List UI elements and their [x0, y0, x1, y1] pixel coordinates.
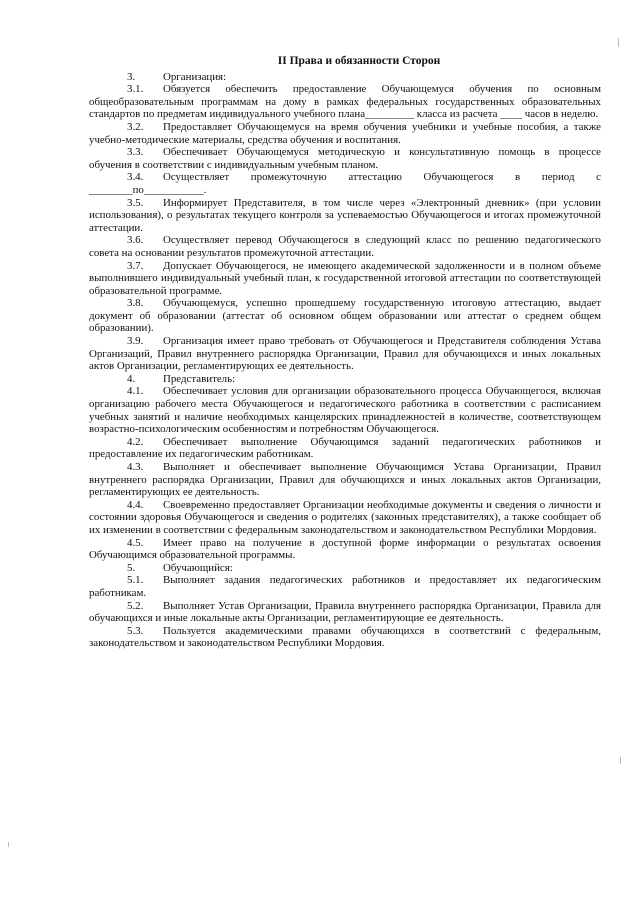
clause-text: Обучающемуся, успешно прошедшему государственную итоговую аттестацию, выдает документ об образовании (аттестат об основном общем образовании или аттестат о среднем общем образовании).: [89, 297, 601, 335]
clause-5-1: [89, 574, 601, 599]
clause-number: 4.: [127, 372, 136, 385]
clause-number: 3.7.: [127, 259, 144, 272]
clause-text: Своевременно предоставляет Организации необходимые документы и сведения о личности и состоянии здоровья Обучающегося и сведения о родителях (законных представителях), а также сообщает об их изменении в соответствии с федеральным законодательством и законодательством Республики Мордовия.: [89, 498, 601, 536]
clause-3-1: [89, 83, 601, 121]
clause-text: Допускает Обучающегося, не имеющего академической задолженности и в полном объеме выполнившего индивидуальный учебный план, к государственной итоговой аттестации по соответствующей образовательной программе.: [89, 259, 601, 297]
clause-4-4: [89, 499, 601, 537]
clause-text: Обязуется обеспечить предоставление Обучающемуся обучения по основным общеобразовательным программам на дому в рамках федеральных государственных образовательных стандартов по предметам индивидуального учебного плана_________ класса из расчета ____ часов в неделю.: [89, 83, 601, 121]
clause-number: 4.3.: [127, 461, 144, 473]
clause-3-3: [89, 146, 601, 171]
clause-number: 4.5.: [127, 536, 144, 549]
clause-number: 5.: [127, 561, 136, 574]
clause-3-5: [89, 197, 601, 235]
clause-number: 3.3.: [127, 146, 144, 159]
clause-3-4: [89, 171, 601, 196]
clause-text: Пользуется академическими правами обучающихся в соответствий с федеральным, законодательством и законодательством Республики Мордовия.: [89, 624, 601, 650]
clause-text: Осуществляет промежуточную аттестацию Обучающегося в период с ________по___________.: [89, 171, 601, 196]
clause-text: Представитель:: [163, 372, 236, 385]
section-title: II Права и обязанности Сторон: [277, 55, 441, 67]
clause-3: [89, 71, 601, 84]
clause-text: Обучающийся:: [163, 561, 233, 574]
clause-3-2: [89, 121, 601, 146]
clause-number: 3.5.: [127, 196, 144, 209]
clause-4-5: [89, 537, 601, 562]
clause-list: [89, 71, 601, 650]
clause-number: 5.1.: [127, 574, 144, 587]
clause-number: 4.4.: [127, 498, 144, 511]
clause-number: 5.3.: [127, 624, 144, 637]
clause-text: Выполняет задания педагогических работников и предоставляет их педагогическим работникам.: [89, 574, 601, 599]
clause-3-9: [89, 335, 601, 373]
clause-number: 5.2.: [127, 599, 144, 612]
scan-artifact: [8, 842, 9, 847]
clause-text: Обеспечивает выполнение Обучающимся заданий педагогических работников и предоставление их педагогическим работникам.: [89, 435, 601, 461]
clause-number: 3.4.: [127, 171, 144, 184]
clause-number: 3.2.: [127, 120, 144, 133]
clause-number: 3.: [127, 70, 136, 83]
clause-text: Организация:: [163, 70, 227, 83]
clause-3-6: [89, 234, 601, 259]
clause-4-2: [89, 436, 601, 461]
clause-number: 3.1.: [127, 83, 144, 96]
clause-5-2: [89, 600, 601, 625]
clause-4-1: [89, 385, 601, 435]
clause-text: Предоставляет Обучающемуся на время обучения учебники и учебные пособия, а также учебно-методические материалы, средства обучения и воспитания.: [89, 120, 601, 146]
clause-text: Информирует Представителя, в том числе через «Электронный дневник» (при условии использования), о результатах текущего контроля за успеваемостью Обучающегося и итогах промежуточной аттестации.: [89, 196, 601, 234]
clause-3-8: [89, 297, 601, 335]
clause-3-7: [89, 260, 601, 298]
clause-text: Обеспечивает условия для организации образовательного процесса Обучающегося, включая организацию рабочего места Обучающегося и педагогического работника в соответствии с расписанием учебных занятий и наличие необходимых канцелярских принадлежностей в количестве, соответствующем возрастно-психологическим особенностям и потребностям Обучающегося.: [89, 385, 601, 436]
scan-artifact: [618, 38, 619, 47]
clause-number: 4.2.: [127, 435, 144, 448]
clause-4: [89, 373, 601, 386]
clause-number: 4.1.: [127, 385, 144, 398]
clause-text: Выполняет Устав Организации, Правила внутреннего распорядка Организации, Правила для обучающихся и иные локальные акты Организации, регламентирующие ее деятельность.: [89, 599, 601, 625]
clause-number: 3.6.: [127, 234, 144, 247]
clause-5-3: [89, 625, 601, 650]
clause-text: Осуществляет перевод Обучающегося в следующий класс по решению педагогического совета на основании результатов промежуточной аттестации.: [89, 234, 601, 259]
scan-artifact: [620, 757, 621, 764]
clause-text: Имеет право на получение в доступной форме информации о результатах освоения Обучающимся образовательной программы.: [89, 536, 601, 562]
clause-text: Выполняет и обеспечивает выполнение Обучающимся Устава Организации, Правил внутреннего распорядка Организации, Правил для обучающихся и иных локальных актов Организации, регламентирующих ее деятельность.: [89, 461, 601, 499]
clause-5: [89, 562, 601, 575]
clause-number: 3.8.: [127, 297, 144, 310]
clause-number: 3.9.: [127, 335, 144, 348]
clause-4-3: [89, 461, 601, 499]
clause-text: Организация имеет право требовать от Обучающегося и Представителя соблюдения Устава Организаций, Правил внутреннего распорядка Организации, Правил для обучающихся и иных локальных актов Организации, регламентирующих ее деятельность.: [89, 335, 601, 373]
clause-text: Обеспечивает Обучающемуся методическую и консультативную помощь в процессе обучения в соответствии с индивидуальным учебным планом.: [89, 146, 601, 171]
document-body: [89, 55, 601, 650]
